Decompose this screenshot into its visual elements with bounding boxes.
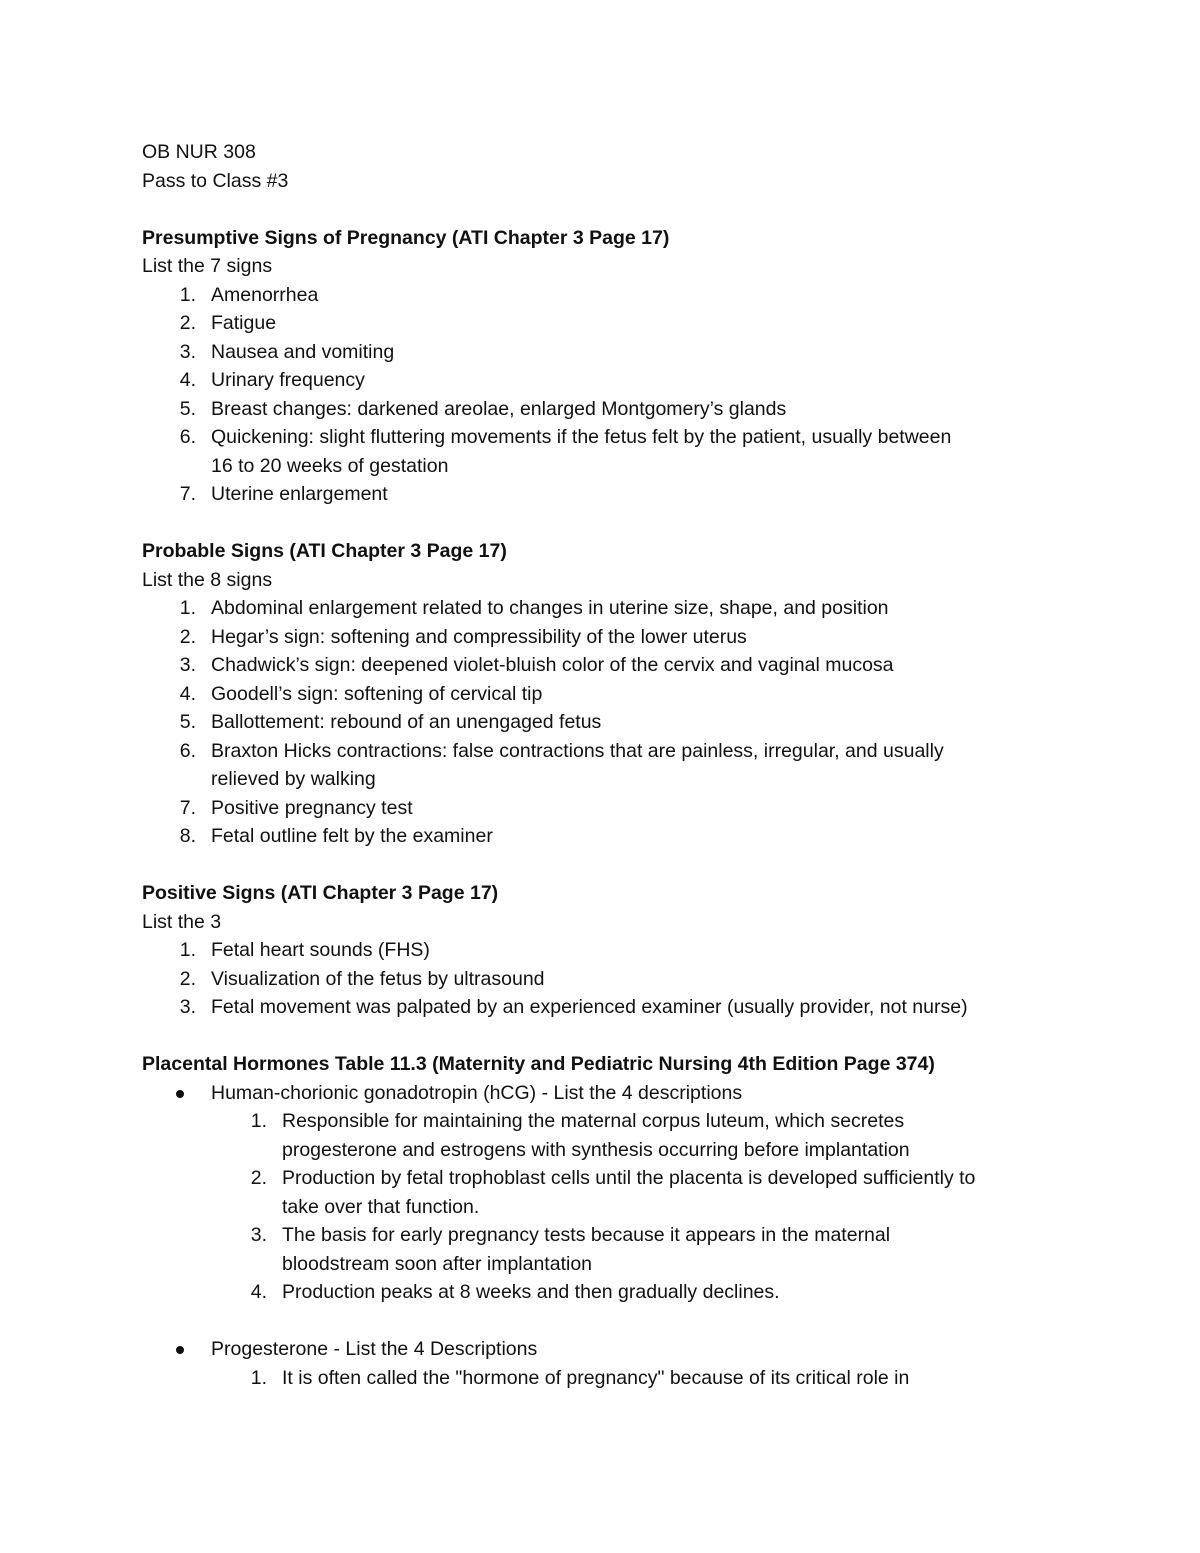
list-item-number: 4.	[179, 369, 196, 391]
list-item-text: Abdominal enlargement related to changes in uterine size, shape, and position	[211, 597, 889, 619]
list-item-text: bloodstream soon after implantation	[282, 1252, 593, 1275]
list-item	[142, 936, 1072, 965]
spacer	[142, 1307, 1072, 1336]
list-item-number: 5.	[179, 397, 196, 420]
list-item-number: 2.	[250, 1167, 267, 1189]
list-item-text: progesterone and estrogens with synthesis occurring before implantation	[282, 1138, 910, 1161]
presumptive-prompt: List the 7 signs	[142, 255, 273, 277]
list-item-text: relieved by walking	[211, 768, 376, 790]
hcg-bullet-item	[142, 1079, 1072, 1108]
list-item-text: 16 to 20 weeks of gestation	[211, 454, 449, 477]
list-item-text: take over that function.	[282, 1195, 480, 1218]
list-item-number: 5.	[179, 711, 196, 733]
list-item-text: Goodell’s sign: softening of cervical tip	[211, 682, 543, 705]
spacer	[142, 851, 1072, 880]
document-page	[142, 138, 1072, 1392]
list-item	[142, 993, 1072, 1022]
presumptive-signs-heading: Presumptive Signs of Pregnancy (ATI Chapter 3 Page 17)	[142, 226, 670, 249]
spacer	[142, 509, 1072, 538]
positive-signs-heading: Positive Signs (ATI Chapter 3 Page 17)	[142, 882, 499, 904]
list-item-text: Fetal movement was palpated by an experienced examiner (usually provider, not nurse)	[211, 996, 968, 1018]
list-item	[142, 1164, 1072, 1221]
hcg-label: Human-chorionic gonadotropin (hCG) - List the 4 descriptions	[211, 1081, 743, 1104]
list-item-number: 2.	[179, 625, 196, 648]
list-item-text: Quickening: slight fluttering movements if the fetus felt by the patient, usually between	[211, 426, 952, 448]
list-item-text: Fetal heart sounds (FHS)	[211, 939, 430, 961]
probable-prompt: List the 8 signs	[142, 568, 273, 591]
list-item-number: 7.	[179, 483, 196, 505]
list-item-number: 6.	[179, 426, 196, 448]
probable-signs-list	[142, 594, 1072, 851]
placental-hormones-list-continued	[142, 1335, 1072, 1364]
spacer	[142, 1022, 1072, 1051]
list-item-number: 1.	[179, 939, 196, 961]
document-subtitle: Pass to Class #3	[142, 169, 289, 192]
list-item-text: Responsible for maintaining the maternal corpus luteum, which secretes	[282, 1110, 905, 1132]
positive-signs-list	[142, 936, 1072, 1022]
course-title: OB NUR 308	[142, 141, 256, 163]
list-item	[142, 623, 1072, 652]
list-item	[142, 651, 1072, 680]
positive-prompt: List the 3	[142, 910, 222, 933]
spacer	[142, 195, 1072, 224]
presumptive-signs-list	[142, 281, 1072, 509]
list-item	[142, 737, 1072, 794]
list-item	[142, 594, 1072, 623]
list-item-text: It is often called the "hormone of pregnancy" because of its critical role in	[282, 1366, 910, 1389]
list-item	[142, 1364, 1072, 1393]
hcg-descriptions-list	[142, 1107, 1072, 1307]
list-item-number: 3.	[250, 1224, 267, 1246]
list-item-number: 8.	[179, 825, 196, 847]
list-item	[142, 480, 1072, 509]
progesterone-label: Progesterone - List the 4 Descriptions	[211, 1338, 538, 1360]
list-item	[142, 1278, 1072, 1307]
placental-hormones-heading: Placental Hormones Table 11.3 (Maternity and Pediatric Nursing 4th Edition Page 374)	[142, 1053, 935, 1075]
list-item-text: Uterine enlargement	[211, 483, 388, 505]
list-item	[142, 366, 1072, 395]
list-item	[142, 965, 1072, 994]
progesterone-bullet-item	[142, 1335, 1072, 1364]
list-item-number: 1.	[250, 1110, 267, 1132]
list-item-number: 3.	[179, 654, 196, 676]
list-item-number: 4.	[250, 1281, 267, 1303]
progesterone-descriptions-list	[142, 1364, 1072, 1393]
list-item	[142, 680, 1072, 709]
placental-hormones-list	[142, 1079, 1072, 1108]
list-item-text: Urinary frequency	[211, 369, 365, 391]
list-item	[142, 794, 1072, 823]
list-item-text: Visualization of the fetus by ultrasound	[211, 967, 545, 990]
list-item	[142, 1221, 1072, 1278]
list-item-text: Amenorrhea	[211, 283, 319, 306]
list-item	[142, 309, 1072, 338]
list-item-number: 4.	[179, 682, 196, 705]
list-item-text: Fetal outline felt by the examiner	[211, 825, 493, 847]
list-item-text: Production by fetal trophoblast cells until the placenta is developed sufficiently to	[282, 1167, 976, 1189]
list-item	[142, 281, 1072, 310]
list-item	[142, 822, 1072, 851]
list-item-text: The basis for early pregnancy tests because it appears in the maternal	[282, 1224, 891, 1246]
list-item-text: Ballottement: rebound of an unengaged fetus	[211, 711, 602, 733]
list-item-text: Hegar’s sign: softening and compressibility of the lower uterus	[211, 625, 747, 648]
list-item	[142, 395, 1072, 424]
list-item	[142, 708, 1072, 737]
list-item-text: Breast changes: darkened areolae, enlarged Montgomery’s glands	[211, 397, 787, 420]
list-item-number: 3.	[179, 340, 196, 363]
list-item-text: Nausea and vomiting	[211, 340, 395, 363]
list-item-text: Braxton Hicks contractions: false contractions that are painless, irregular, and usually	[211, 739, 944, 762]
list-item-number: 1.	[179, 597, 196, 619]
probable-signs-heading: Probable Signs (ATI Chapter 3 Page 17)	[142, 540, 507, 562]
list-item-text: Chadwick’s sign: deepened violet-bluish color of the cervix and vaginal mucosa	[211, 654, 894, 676]
list-item-number: 1.	[179, 283, 196, 306]
list-item-number: 1.	[250, 1366, 267, 1389]
list-item-text: Production peaks at 8 weeks and then gradually declines.	[282, 1281, 780, 1303]
list-item	[142, 1107, 1072, 1164]
list-item-number: 6.	[179, 739, 196, 762]
list-item-text: Fatigue	[211, 312, 277, 334]
list-item-number: 3.	[179, 996, 196, 1018]
list-item	[142, 338, 1072, 367]
list-item-number: 2.	[179, 312, 196, 334]
bullet-dot-icon	[176, 1090, 184, 1098]
list-item	[142, 423, 1072, 480]
bullet-dot-icon	[176, 1346, 184, 1354]
list-item-text: Positive pregnancy test	[211, 796, 413, 819]
list-item-number: 2.	[179, 967, 196, 990]
list-item-number: 7.	[179, 796, 196, 819]
